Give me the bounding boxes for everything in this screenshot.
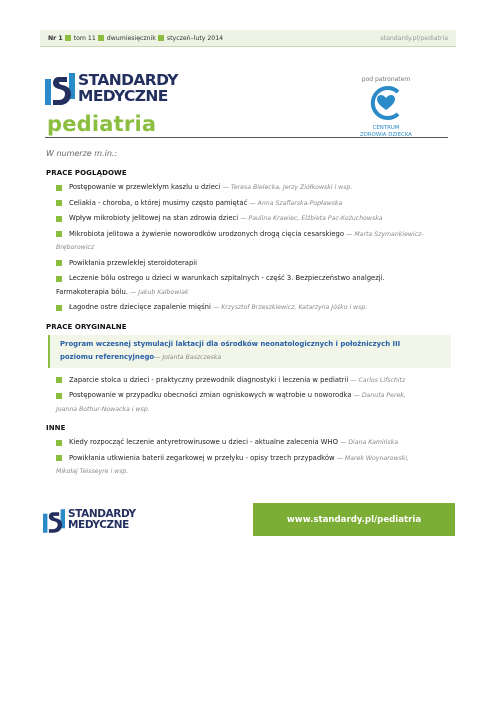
item-authors: — Danuta Perek, xyxy=(353,392,406,399)
patronage xyxy=(356,76,416,139)
featured-authors: — Jolanta Baszczeska xyxy=(154,354,222,361)
bullet-icon xyxy=(56,260,62,266)
list-item[interactable] xyxy=(56,212,451,226)
item-title: Leczenie bólu ostrego u dzieci w warunkach szpitalnych - część 3. Bezpieczeństwo analgezji. xyxy=(69,274,385,282)
item-title: Celiakia - choroba, o której musimy często pamiętać xyxy=(69,198,248,207)
item-authors-cont: Bręborowicz xyxy=(56,244,95,251)
footer-logo xyxy=(43,509,136,533)
green-square-icon xyxy=(65,35,71,41)
item-authors: — Teresa Bielecka, Jerzy Ziółkowski i wsp. xyxy=(222,184,353,191)
bullet-icon xyxy=(56,231,62,237)
bullet-icon xyxy=(56,185,62,191)
list-item[interactable] xyxy=(56,436,451,450)
item-title-cont: Farmakoterapia bólu. xyxy=(56,287,128,296)
item-title: Powikłania przewlekłej steroidoterapii xyxy=(69,258,198,267)
item-title: Wpływ mikrobioty jelitowej na stan zdrowia dzieci xyxy=(69,214,239,222)
centrum-heart-logo-icon xyxy=(368,86,404,120)
item-authors: — Paulina Krawiec, Elżbieta Pac-Kożuchowska xyxy=(240,215,383,222)
bullet-icon xyxy=(56,200,62,206)
list-item[interactable] xyxy=(56,389,451,416)
bullet-icon xyxy=(56,440,62,446)
item-authors: — Marek Woynarowski, xyxy=(336,454,410,462)
list-item[interactable] xyxy=(56,228,451,255)
section-title-other: INNE xyxy=(46,424,66,432)
list-item[interactable] xyxy=(56,301,451,315)
item-title: Postępowanie w przewlekłym kaszlu u dzieci xyxy=(69,183,221,191)
period: styczeń–luty 2014 xyxy=(166,34,224,42)
featured-article[interactable] xyxy=(48,335,451,368)
item-title: Postępowanie w przypadku obecności zmian ogniskowych w wątrobie u noworodka xyxy=(69,391,352,399)
bullet-icon xyxy=(56,305,62,311)
issue-number: Nr 1 xyxy=(48,34,63,42)
bullet-icon xyxy=(56,393,62,399)
bullet-icon xyxy=(56,216,62,222)
item-title: Powikłania utkwienia baterii zegarkowej w przełyku - opisy trzech przypadków xyxy=(69,453,335,462)
list-item[interactable] xyxy=(56,374,451,388)
item-authors-cont: Mikołaj Teisseyre i wsp. xyxy=(56,468,129,475)
patronage-label: pod patronatem xyxy=(361,76,411,83)
frequency: dwumiesięcznik xyxy=(106,34,156,42)
item-authors: — Carlos Lifschitz xyxy=(350,376,406,384)
item-authors: — Anna Szaflarska-Popławska xyxy=(249,199,343,207)
footer-url-button[interactable]: www.standardy.pl/pediatria xyxy=(253,503,455,536)
bullet-icon xyxy=(56,455,62,461)
item-title: Mikrobiota jelitowa a żywienie noworodków urodzonych drogą cięcia cesarskiego xyxy=(69,229,344,238)
logo-s-mark-icon xyxy=(43,509,65,533)
item-title: Zaparcie stolca u dzieci - praktyczny przewodnik diagnostyki i leczenia w pediatrii xyxy=(69,375,349,384)
bullet-icon xyxy=(56,377,62,383)
bullet-icon xyxy=(56,276,62,282)
featured-title-cont: poziomu referencyjnego xyxy=(60,353,155,361)
item-title: Kiedy rozpocząć leczenie antyretrowirusowe u dzieci - aktualne zalecenia WHO xyxy=(69,438,338,446)
featured-title: Program wczesnej stymulacji laktacji dla ośrodków neonatologicznych i położniczych III xyxy=(60,339,401,348)
item-authors: — Krzysztof Brzeszkiewicz, Katarzyna Jóśko i wsp. xyxy=(213,304,368,311)
logo-line-2: MEDYCZNE xyxy=(78,86,168,105)
footer-logo-line-1: STANDARDY xyxy=(68,508,136,520)
item-authors: — Diana Kamińska xyxy=(340,439,399,446)
patron-name-line-1: CENTRUM xyxy=(372,125,400,131)
list-item[interactable] xyxy=(56,181,451,195)
item-authors-cont: Joanna Bothur-Nowacka i wsp. xyxy=(56,405,150,413)
list-item[interactable] xyxy=(56,197,451,211)
volume: tom 11 xyxy=(73,34,96,42)
journal-title: pediatria xyxy=(47,112,157,136)
issue-bar xyxy=(40,30,456,47)
section-title-opinion: PRACE POGLĄDOWE xyxy=(46,169,127,177)
patron-name-line-2: ZDROWIA DZIECKA xyxy=(360,131,412,138)
intro-text: W numerze m.in.: xyxy=(46,149,118,158)
item-authors: — Jakub Kalbowiak xyxy=(130,288,189,296)
contents xyxy=(46,149,451,481)
section-title-original: PRACE ORYGINALNE xyxy=(46,322,127,331)
footer-logo-line-2: MEDYCZNE xyxy=(68,518,129,531)
standardy-logo xyxy=(45,73,178,105)
green-square-icon xyxy=(158,35,164,41)
list-item[interactable] xyxy=(56,257,451,271)
list-item[interactable] xyxy=(56,272,451,299)
item-authors: — Marta Szymankiewicz- xyxy=(346,230,424,238)
logo-line-1: STANDARDY xyxy=(78,71,178,89)
list-item[interactable] xyxy=(56,452,451,479)
green-square-icon xyxy=(98,35,104,41)
logo-s-mark-icon xyxy=(45,73,75,105)
item-title: Łagodne ostre dziecięce zapalenie mięśni xyxy=(69,303,211,311)
header-url-link[interactable]: standardy.pl/pediatria xyxy=(380,34,448,42)
